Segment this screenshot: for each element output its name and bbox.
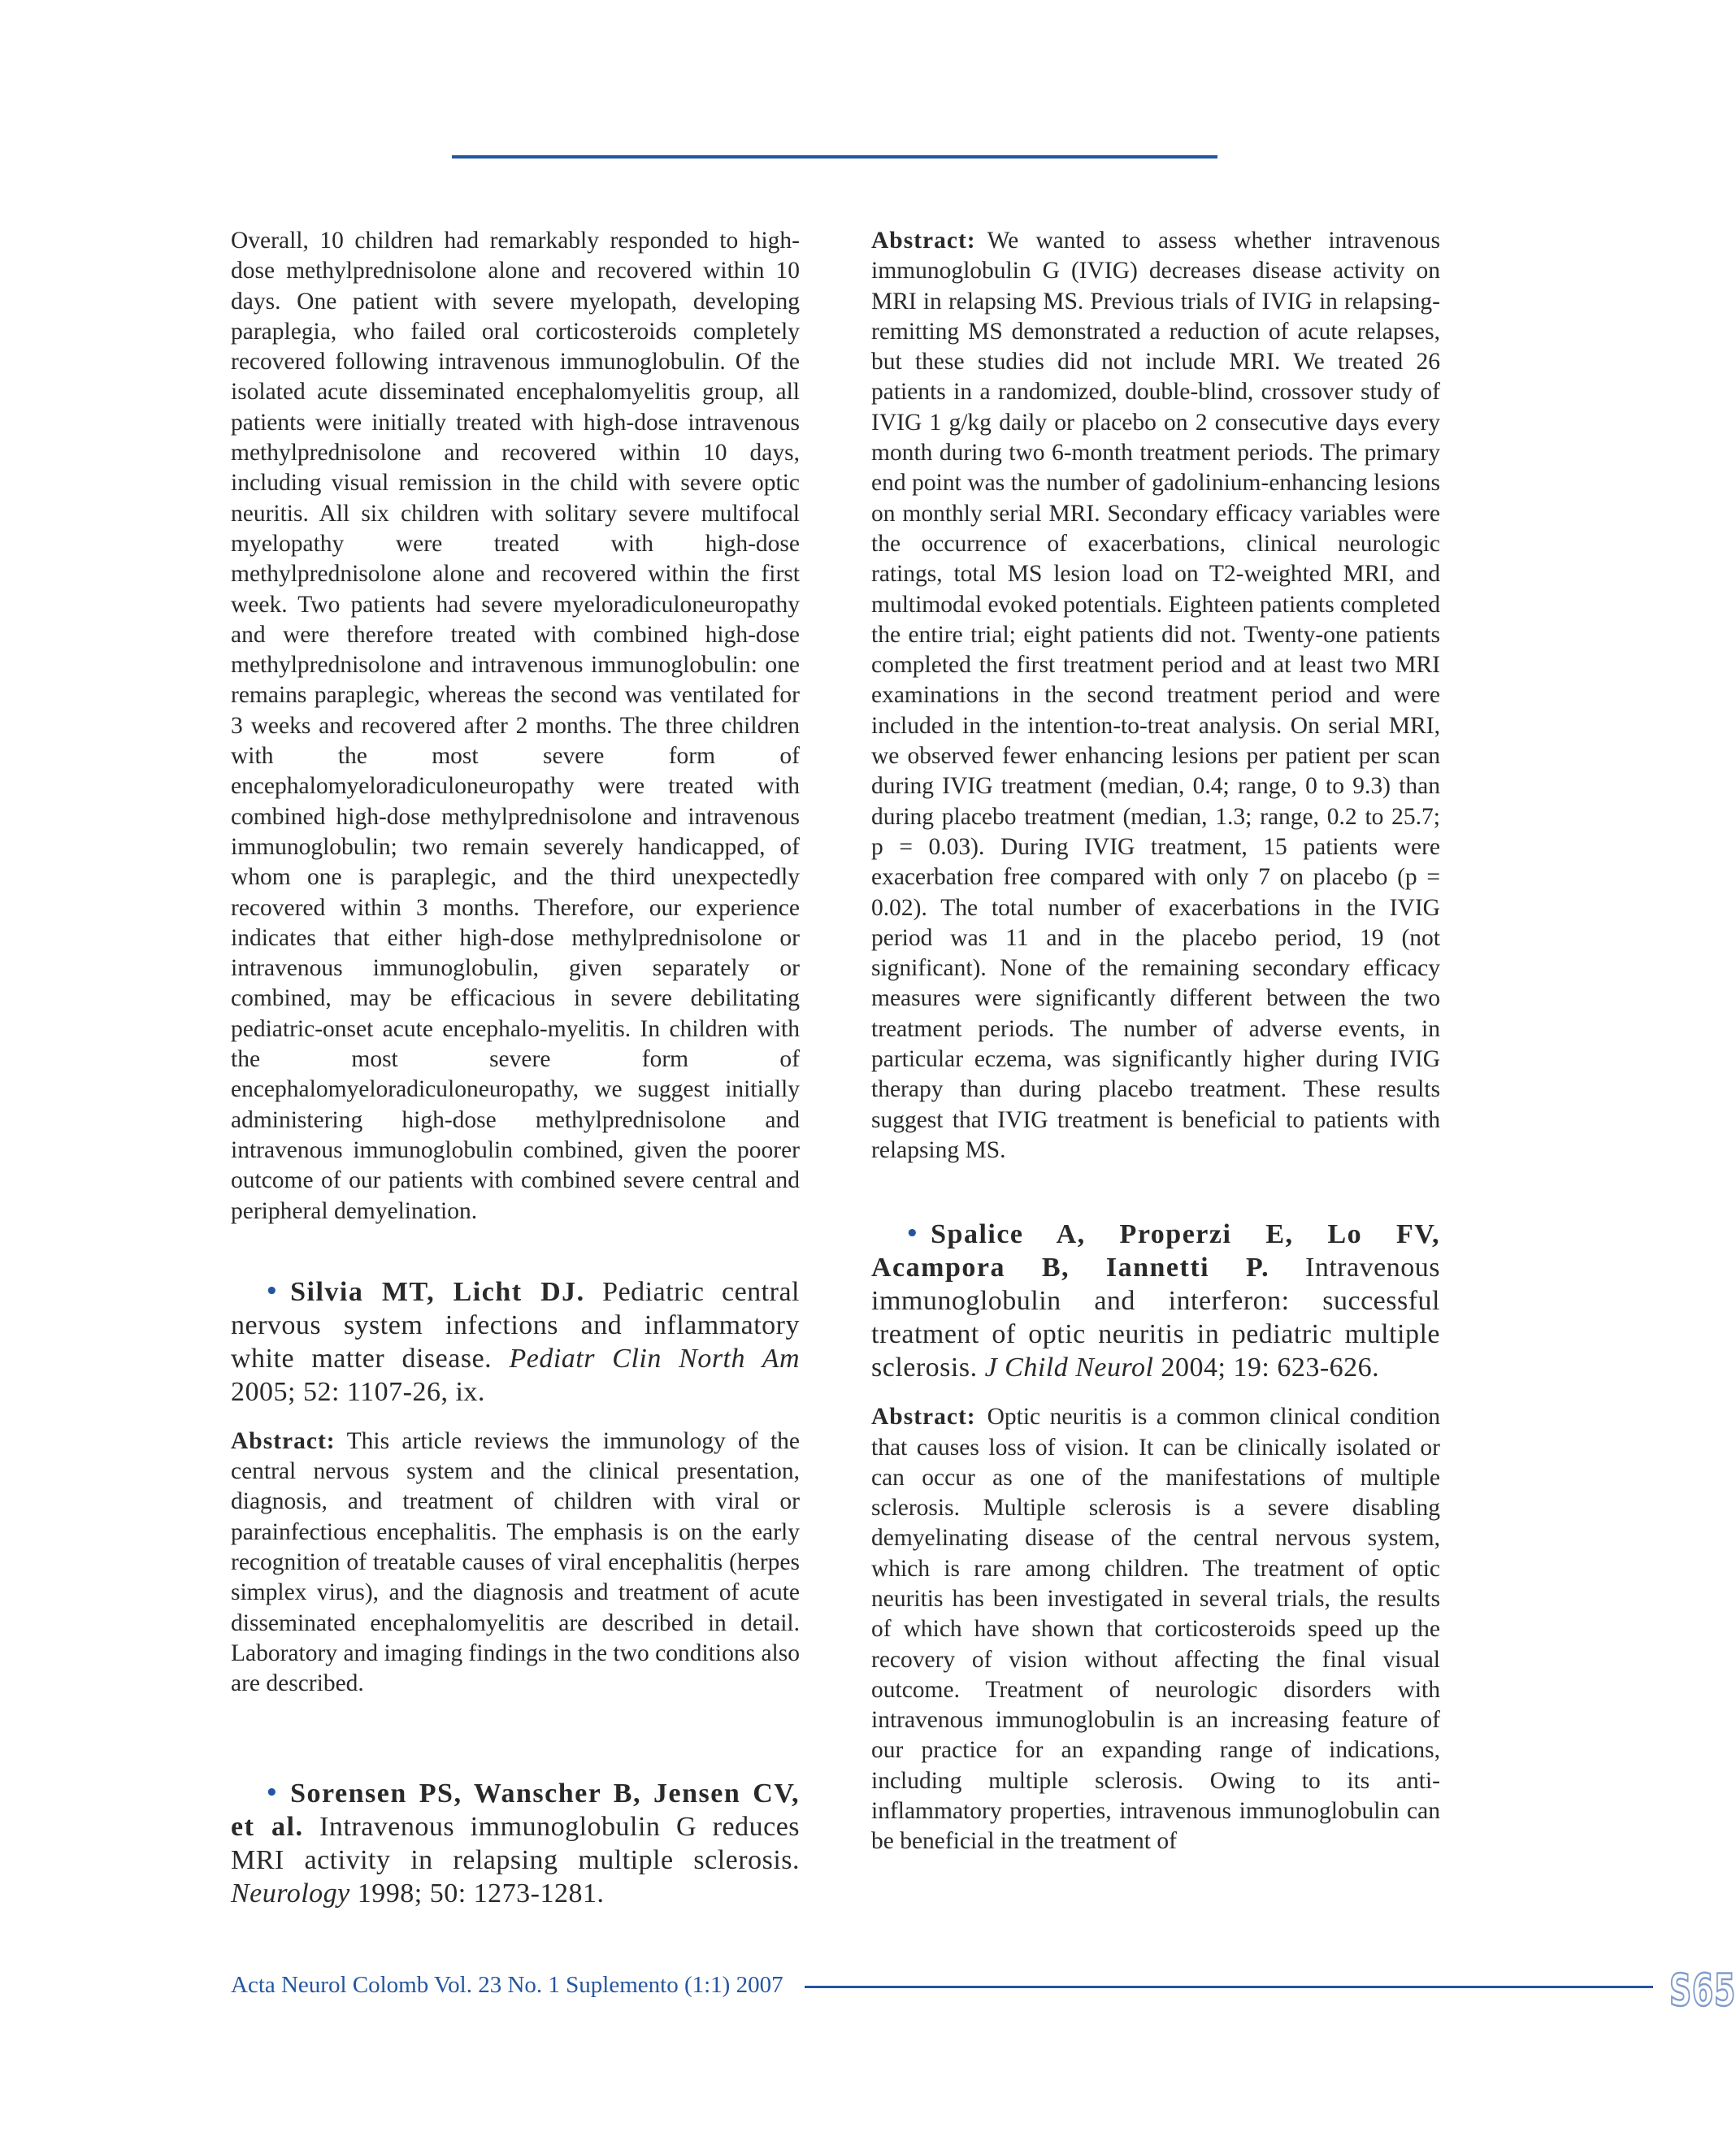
- reference-journal: Neurology: [231, 1878, 350, 1909]
- abstract-spalice: [871, 1402, 1440, 1857]
- abstract-sorensen: [871, 226, 1440, 1166]
- abstract-text: We wanted to assess whether intravenous immunoglobulin G (IVIG) decreases disease activity on MRI in relapsing MS. Previous trials of IVIG in relapsing-remitting MS demonstrated a reduction of acute relapses, but these studies did not include MRI. We treated 26 patients in a randomized, double-blind, crossover study of IVIG 1 g/kg daily or placebo on 2 consecutive days every month during two 6-month treatment periods. The primary end point was the number of gadolinium-enhancing lesions on monthly serial MRI. Secondary efficacy variables were the occurrence of exacerbations, clinical neurologic ratings, total MS lesion load on T2-weighted MRI, and multimodal evoked potentials. Eighteen patients completed the entire trial; eight patients did not. Twenty-one patients completed the first treatment period and at least two MRI examinations in the second treatment period and were included in the intention-to-treat analysis. On serial MRI, we observed fewer enhancing lesions per patient per scan during IVIG treatment (median, 0.4; range, 0 to 9.3) than during placebo treatment (median, 1.3; range, 0.2 to 25.7; p = 0.03). During IVIG treatment, 15 patients were exacerbation free compared with only 7 on placebo (p = 0.02). The total number of exacerbations in the IVIG period was 11 and in the placebo period, 19 (not significant). None of the remaining secondary efficacy measures were significantly different between the two treatment periods. The number of adverse events, in particular eczema, was significantly higher during IVIG therapy than during placebo treatment. These results suggest that IVIG treatment is beneficial to patients with relapsing MS.: [871, 228, 1440, 1163]
- journal-info: Acta Neurol Colomb Vol. 23 No. 1 Suplemento (1:1) 2007: [231, 1972, 783, 1998]
- footer-divider-rule: [805, 1986, 1653, 1988]
- abstract-silvia: [231, 1427, 800, 1700]
- abstract-text: Optic neuritis is a common clinical condition that causes loss of vision. It can be clinically isolated or can occur as one of the manifestations of multiple sclerosis. Multiple sclerosis is a severe disabling demyelinating disease of the central nervous system, which is rare among children. The treatment of optic neuritis has been investigated in several trials, the results of which have shown that corticosteroids speed up the recovery of vision without affecting the final visual outcome. Treatment of neurologic disorders with intravenous immunoglobulin is an increasing feature of our practice for an expanding range of indications, including multiple sclerosis. Owing to its anti-inflammatory properties, intravenous immunoglobulin can be beneficial in the treatment of: [871, 1404, 1440, 1855]
- reference-authors: Spalice A, Properzi E, Lo FV, Acampora B, Iannetti P.: [871, 1219, 1440, 1283]
- left-column: [231, 226, 800, 1928]
- reference-citation: 2005; 52: 1107-26, ix.: [231, 1376, 485, 1407]
- page-number: S65: [1669, 1965, 1736, 2016]
- top-divider-rule: [452, 155, 1217, 159]
- reference-citation: 2004; 19: 623-626.: [1161, 1353, 1380, 1383]
- abstract-label: Abstract:: [871, 228, 976, 254]
- reference-sorensen: [231, 1777, 800, 1910]
- abstract-text: This article reviews the immunology of the central nervous system and the clinical presentation, diagnosis, and treatment of children with viral or parainfectious encephalitis. The emphasis is on the early recognition of treatable causes of viral encephalitis (herpes simplex virus), and the diagnosis and treatment of acute disseminated encephalomyelitis are described in detail. Laboratory and imaging findings in the two conditions also are described.: [231, 1427, 800, 1697]
- reference-title: Intravenous immunoglobulin and interferon: successful treatment of optic neuritis in pediatric multiple sclerosis.: [871, 1253, 1441, 1383]
- reference-authors: Silvia MT, Licht DJ.: [290, 1276, 585, 1307]
- abstract-label: Abstract:: [231, 1427, 336, 1454]
- reference-silvia: [231, 1275, 800, 1409]
- abstract-label: Abstract:: [871, 1404, 976, 1431]
- reference-journal: Pediatr Clin North Am: [509, 1343, 801, 1374]
- reference-journal: J Child Neurol: [984, 1353, 1154, 1383]
- reference-citation: 1998; 50: 1273-1281.: [357, 1878, 605, 1909]
- right-column: [871, 226, 1440, 1857]
- bullet-icon: •: [265, 1279, 280, 1304]
- bullet-icon: •: [265, 1781, 280, 1806]
- reference-title: Pediatric central nervous system infections and inflammatory white matter disease.: [231, 1276, 800, 1374]
- reference-spalice: [871, 1218, 1440, 1384]
- bullet-icon: •: [905, 1222, 920, 1247]
- page-footer: [231, 1965, 1736, 2016]
- reference-title: Intravenous immunoglobulin G reduces MRI activity in relapsing multiple sclerosis.: [231, 1812, 801, 1876]
- intro-paragraph: Overall, 10 children had remarkably responded to high-dose methylprednisolone alone and recovered within 10 days. One patient with severe myelopath, developing paraplegia, who failed oral corticosteroids completely recovered following intravenous immunoglobulin. Of the isolated acute disseminated encephalomyelitis group, all patients were initially treated with high-dose intravenous methylprednisolone and recovered within 10 days, including visual remission in the child with severe optic neuritis. All six children with solitary severe multifocal myelopathy were treated with high-dose methylprednisolone alone and recovered within the first week. Two patients had severe myeloradiculoneuropathy and were therefore treated with combined high-dose methylprednisolone and intravenous immunoglobulin: one remains paraplegic, whereas the second was ventilated for 3 weeks and recovered after 2 months. The three children with the most severe form of encephalomyeloradiculoneuropathy were treated with combined high-dose methylprednisolone and intravenous immunoglobulin; two remain severely handicapped, of whom one is paraplegic, and the third unexpectedly recovered within 3 months. Therefore, our experience indicates that either high-dose methylprednisolone or intravenous immunoglobulin, given separately or combined, may be efficacious in severe debilitating pediatric-onset acute encephalo-myelitis. In children with the most severe form of encephalomyeloradiculoneuropathy, we suggest initially administering high-dose methylprednisolone and intravenous immunoglobulin combined, given the poorer outcome of our patients with combined severe central and peripheral demyelination.: [231, 228, 800, 1224]
- reference-authors: Sorensen PS, Wanscher B, Jensen CV, et al.: [231, 1778, 800, 1843]
